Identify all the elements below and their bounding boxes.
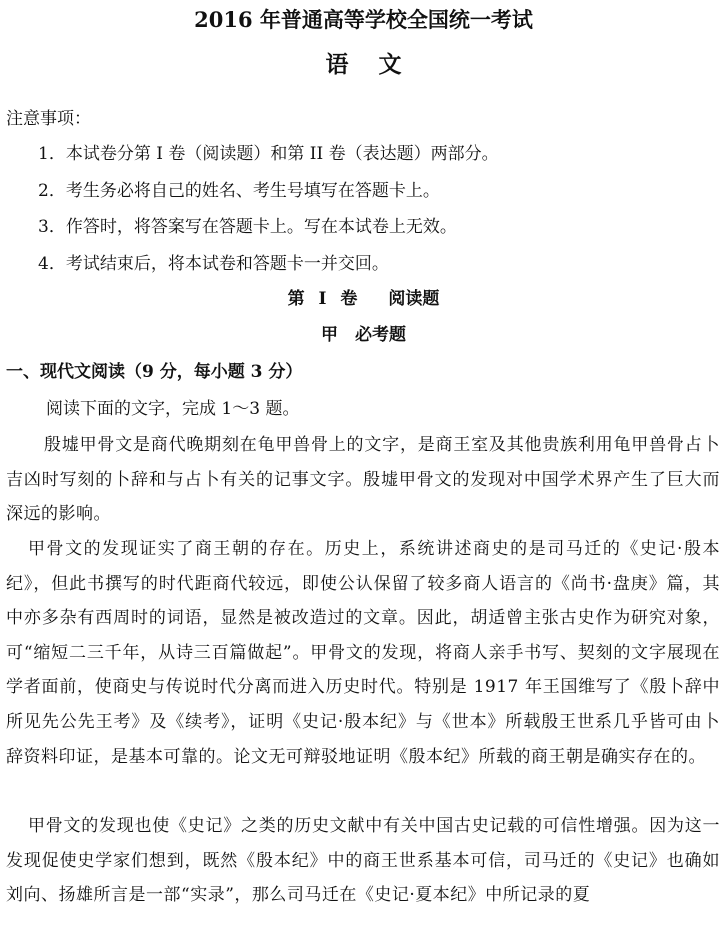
notice-item: 2．考生务必将自己的姓名、考生号填写在答题卡上。 (38, 181, 440, 201)
volume-heading: 第 I 卷 阅读题 (287, 289, 440, 309)
notice-item: 3．作答时，将答案写在答题卡上。写在本试卷上无效。 (38, 217, 457, 237)
reading-instruction: 阅读下面的文字，完成 1～3 题。 (46, 399, 300, 419)
reading-section-heading: 一、现代文阅读（9 分，每小题 3 分） (6, 362, 303, 382)
notice-item: 1．本试卷分第 I 卷（阅读题）和第 II 卷（表达题）两部分。 (38, 144, 499, 164)
passage-paragraph: 甲骨文的发现证实了商王朝的存在。历史上，系统讲述商史的是司马迁的《史记·殷本纪》，但此书撰写的时代距商代较远，即使公认保留了较多商人语言的《尚书·盘庚》篇，其中亦多杂有西周时的词语，显然是被改造过的文章。因此，胡适曾主张古史作为研究对象，可“缩短二三千年，从诗三百篇做起”。甲骨文的发现，将商人亲手书写、契刻的文字展现在学者面前，使商史与传说时代分离而进入历史时代。特别是 1917 年王国维写了《殷卜辞中所见先公先王考》及《续考》，证明《史记·殷本纪》与《世本》所载殷王世系几乎皆可由卜辞资料印证，是基本可靠的。论文无可辩驳地证明《殷本纪》所载的商王朝是确实存在的。 (6, 539, 720, 767)
notice-heading: 注意事项： (6, 109, 91, 129)
exam-title: 2016 年普通高等学校全国统一考试 (194, 7, 533, 32)
passage-paragraph: 甲骨文的发现也使《史记》之类的历史文献中有关中国古史记载的可信性增强。因为这一发现促使史学家们想到，既然《殷本纪》中的商王世系基本可信，司马迁的《史记》也确如刘向、扬雄所言是一部“实录”，那么司马迁在《史记·夏本纪》中所记录的夏 (6, 816, 720, 906)
passage-paragraph: 殷墟甲骨文是商代晚期刻在龟甲兽骨上的文字，是商王室及其他贵族利用龟甲兽骨占卜吉凶时写刻的卜辞和与占卜有关的记事文字。殷墟甲骨文的发现对中国学术界产生了巨大而深远的影响。 (6, 435, 720, 525)
part-heading: 甲 必考题 (321, 325, 406, 345)
exam-subject: 语文 (325, 51, 432, 78)
notice-item: 4．考试结束后，将本试卷和答题卡一并交回。 (38, 254, 389, 274)
